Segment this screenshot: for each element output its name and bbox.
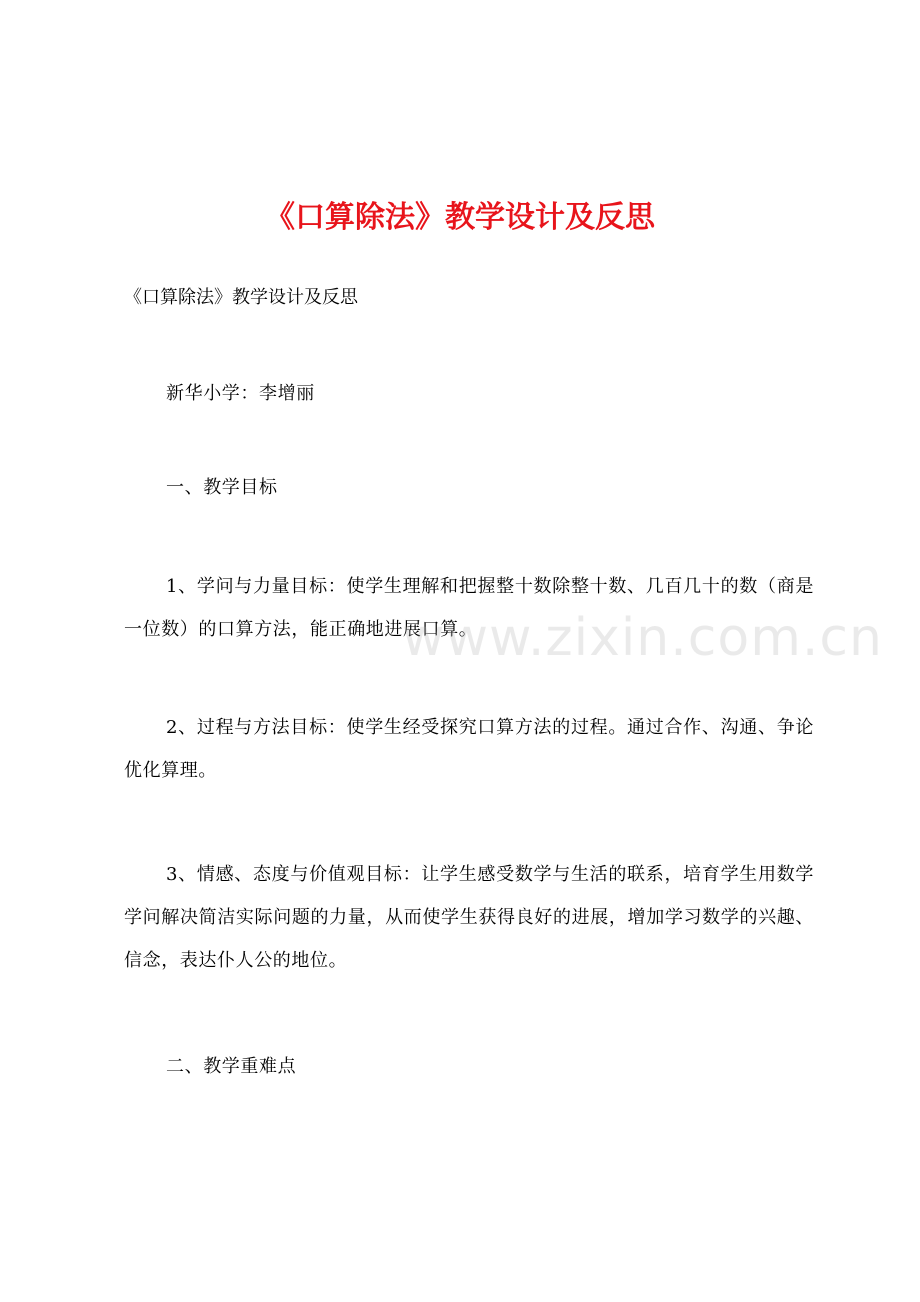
goal-paragraph-2: 2、过程与方法目标：使学生经受探究口算方法的过程。通过合作、沟通、争论优化算理。 xyxy=(124,717,814,781)
author-line: 新华小学：李增丽 xyxy=(166,383,315,404)
section-heading-key-points: 二、教学重难点 xyxy=(166,1056,297,1077)
document-subtitle: 《口算除法》教学设计及反思 xyxy=(124,287,358,308)
section-heading-goals: 一、教学目标 xyxy=(166,477,278,498)
goal-paragraph-1: 1、学问与力量目标：使学生理解和把握整十数除整十数、几百几十的数（商是一位数）的口算方法，能正确地进展口算。 xyxy=(124,576,814,640)
goal-paragraph-3: 3、情感、态度与价值观目标：让学生感受数学与生活的联系，培育学生用数学学问解决简洁实际问题的力量，从而使学生获得良好的进展，增加学习数学的兴趣、信念，表达仆人公的地位。 xyxy=(124,864,814,971)
watermark: www.zixin.com.cn xyxy=(402,608,883,668)
page-title: 《口算除法》教学设计及反思 xyxy=(265,200,655,235)
